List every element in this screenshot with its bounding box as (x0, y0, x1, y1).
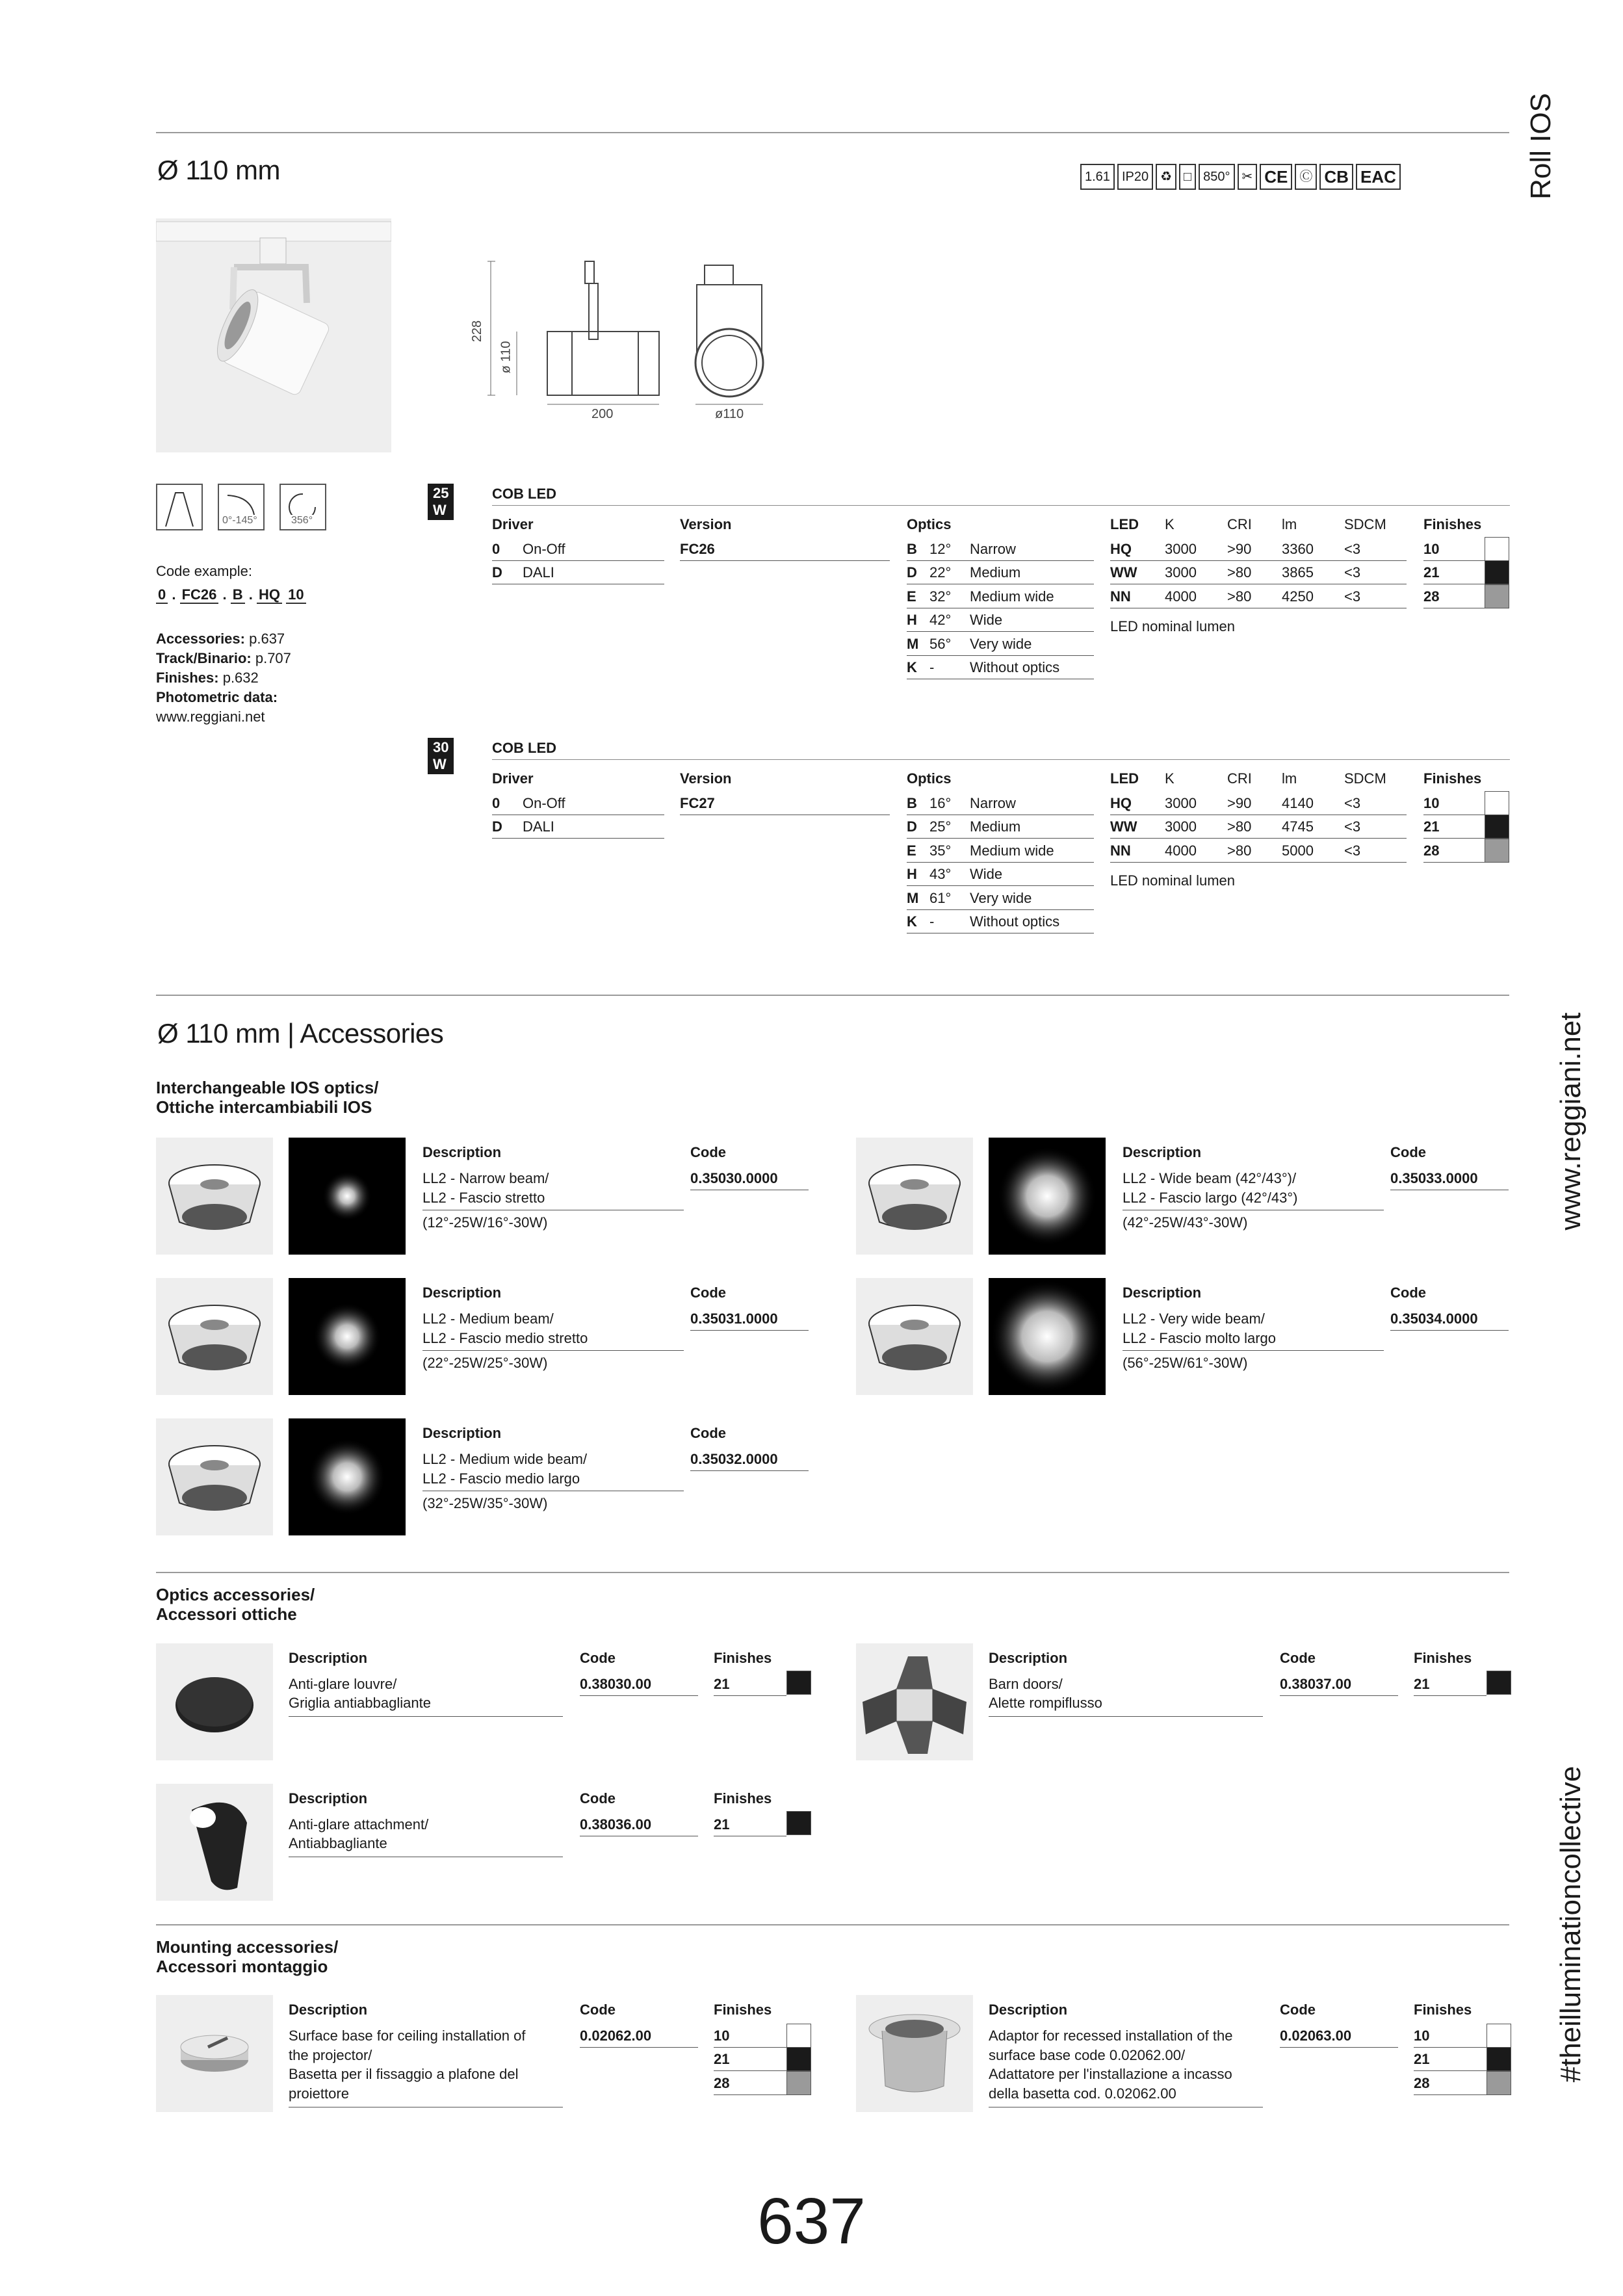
led-k: 4000 (1165, 588, 1197, 605)
optic-desc-line2: LL2 - Fascio stretto (422, 1190, 545, 1206)
description-header: Description (422, 1425, 502, 1441)
finishes-header: Finishes (714, 1790, 772, 1807)
optic-name: Medium (970, 818, 1021, 835)
rule (492, 560, 664, 561)
cert-badge: 850° (1199, 164, 1234, 190)
optic-code: K (907, 913, 917, 930)
led-sdcm: <3 (1344, 564, 1361, 581)
cri-header: CRI (1227, 770, 1252, 787)
rule (1423, 862, 1485, 863)
optic-angles: (32°-25W/35°-30W) (422, 1495, 548, 1511)
optic-code: H (907, 612, 917, 629)
angle-icons (156, 484, 331, 536)
ref-accessories: Accessories: p.637 (156, 631, 285, 647)
finishes-header: Finishes (1414, 2002, 1472, 2018)
finish-swatch (1487, 1671, 1511, 1695)
code-header: Code (580, 1790, 616, 1807)
rule (1390, 1330, 1509, 1331)
cert-badge: CB (1319, 164, 1353, 190)
rule (690, 1470, 809, 1471)
led-cri: >80 (1227, 842, 1252, 859)
optic-degree: 35° (929, 842, 952, 859)
cert-badge: CE (1260, 164, 1292, 190)
finish-swatch (1485, 537, 1509, 561)
optic-name: Without optics (970, 913, 1060, 930)
accessory-desc-line: Adaptor for recessed installation of the (989, 2028, 1233, 2044)
optic-name: Without optics (970, 659, 1060, 675)
rule (907, 885, 1094, 886)
side-website: www.reggiani.net (1555, 1012, 1587, 1231)
optic-name: Narrow (970, 795, 1016, 811)
optic-name: Medium wide (970, 588, 1054, 605)
led-code: NN (1110, 588, 1131, 605)
rule (680, 560, 890, 561)
rule (580, 1695, 698, 1696)
code-header: Code (1280, 1650, 1316, 1666)
driver-header: Driver (492, 770, 534, 787)
led-code: HQ (1110, 541, 1132, 557)
driver-name: On-Off (523, 541, 565, 557)
driver-header: Driver (492, 516, 534, 532)
rule (714, 2047, 786, 2048)
side-family: Roll IOS (1525, 93, 1557, 200)
finish-code: 28 (1423, 842, 1440, 859)
rule (1414, 1695, 1487, 1696)
sdcm-header: SDCM (1344, 516, 1386, 532)
cert-badge: ♻ (1156, 164, 1176, 190)
version-code: FC26 (680, 541, 715, 557)
accessory-photo (856, 1995, 973, 2112)
ref-track: Track/Binario: p.707 (156, 650, 291, 666)
rule (1414, 2094, 1487, 2095)
finish-code: 10 (1423, 541, 1440, 557)
optic-desc-line1: LL2 - Wide beam (42°/43°)/ (1123, 1170, 1297, 1186)
beam-preview (289, 1418, 406, 1535)
rule (422, 1350, 684, 1351)
optic-degree: 43° (929, 866, 952, 883)
rule (714, 1695, 786, 1696)
optic-name: Wide (970, 612, 1003, 629)
led-sdcm: <3 (1344, 541, 1361, 557)
optics-header: Optics (907, 516, 952, 532)
optic-desc-line2: LL2 - Fascio molto largo (1123, 1330, 1276, 1346)
optic-desc-line1: LL2 - Medium wide beam/ (422, 1451, 588, 1467)
led-lm: 3360 (1282, 541, 1314, 557)
finish-swatch (786, 2047, 811, 2071)
page-number: 637 (757, 2185, 866, 2258)
led-code: NN (1110, 842, 1131, 859)
driver-name: DALI (523, 818, 554, 835)
optics-header: Optics (907, 770, 952, 787)
ios-optics-title: Interchangeable IOS optics/ Ottiche intercambiabili IOS (156, 1078, 379, 1117)
cert-badge: IP20 (1117, 164, 1153, 190)
led-sdcm: <3 (1344, 818, 1361, 835)
finish-swatch (1487, 2024, 1511, 2048)
led-lm: 4140 (1282, 795, 1314, 811)
optic-code: E (907, 588, 916, 605)
dim-diameter: ø 110 (499, 341, 513, 374)
description-header: Description (289, 1650, 368, 1666)
accessory-photo (156, 1995, 273, 2112)
accessory-code: 0.38030.00 (580, 1676, 652, 1692)
optic-degree: - (929, 659, 935, 675)
code-header: Code (580, 2002, 616, 2018)
dim-height: 228 (470, 320, 485, 343)
rule (1110, 838, 1407, 839)
led-lm: 3865 (1282, 564, 1314, 581)
accessory-desc-line: della basetta cod. 0.02062.00 (989, 2085, 1176, 2102)
driver-code: D (492, 564, 502, 581)
rule (492, 759, 1510, 760)
led-k: 3000 (1165, 795, 1197, 811)
optic-photo (156, 1418, 273, 1535)
optic-degree: 25° (929, 818, 952, 835)
version-header: Version (680, 770, 732, 787)
optic-code: H (907, 866, 917, 883)
optic-code: B (907, 795, 917, 811)
rule (492, 505, 1510, 506)
optic-photo (156, 1278, 273, 1395)
optic-degree: 16° (929, 795, 952, 811)
led-type: COB LED (492, 486, 556, 502)
accessory-desc-line: surface base code 0.02062.00/ (989, 2046, 1186, 2063)
led-k: 4000 (1165, 842, 1197, 859)
optic-name: Very wide (970, 635, 1032, 652)
optic-name: Medium (970, 564, 1021, 581)
code-header: Code (690, 1285, 726, 1301)
optics-accessories-title: Optics accessories/ Accessori ottiche (156, 1585, 315, 1624)
tilt-angle-label: 0°-145° (222, 515, 257, 526)
rule (580, 2047, 698, 2048)
finishes-header: Finishes (1423, 770, 1482, 787)
version-code: FC27 (680, 795, 715, 811)
led-code: WW (1110, 564, 1137, 581)
rule (289, 1716, 563, 1717)
accessory-code: 0.38037.00 (1280, 1676, 1352, 1692)
cert-badge: 1.61 (1080, 164, 1115, 190)
code-header: Code (690, 1144, 726, 1160)
led-sdcm: <3 (1344, 795, 1361, 811)
code-header: Code (1390, 1285, 1426, 1301)
led-cri: >90 (1227, 795, 1252, 811)
lm-header: lm (1282, 516, 1297, 532)
accessory-desc-line: Adattatore per l'installazione a incasso (989, 2066, 1232, 2082)
k-header: K (1165, 516, 1175, 532)
finish-swatch (1485, 584, 1509, 608)
accessory-finish: 10 (714, 2028, 730, 2044)
optic-code: 0.35030.0000 (690, 1170, 778, 1186)
code-part-optics: B (231, 586, 245, 604)
website-link[interactable]: www.reggiani.net (156, 709, 265, 725)
cri-header: CRI (1227, 516, 1252, 532)
accessory-desc-line1: Anti-glare attachment/ (289, 1816, 429, 1833)
rule (989, 1716, 1263, 1717)
rule (907, 631, 1094, 632)
cert-strip (1078, 164, 1401, 192)
code-header: Code (1390, 1144, 1426, 1160)
optic-degree: 56° (929, 635, 952, 652)
sdcm-header: SDCM (1344, 770, 1386, 787)
finishes-header: Finishes (1414, 1650, 1472, 1666)
rule (714, 2070, 786, 2071)
finishes-header: Finishes (714, 1650, 772, 1666)
driver-code: D (492, 818, 502, 835)
optic-code: 0.35034.0000 (1390, 1311, 1478, 1327)
driver-name: On-Off (523, 795, 565, 811)
accessory-desc-line: Basetta per il fissaggio a plafone del (289, 2066, 519, 2082)
optic-angles: (12°-25W/16°-30W) (422, 1214, 548, 1231)
finish-swatch (786, 2071, 811, 2095)
code-part-driver: 0 (156, 586, 168, 604)
cert-badge: Ⓒ (1295, 164, 1317, 190)
cert-badge: EAC (1356, 164, 1401, 190)
references (156, 629, 291, 727)
optic-code: D (907, 564, 917, 581)
led-k: 3000 (1165, 818, 1197, 835)
description-header: Description (1123, 1144, 1202, 1160)
optic-code: 0.35031.0000 (690, 1311, 778, 1327)
code-header: Code (690, 1425, 726, 1441)
led-header: LED (1110, 516, 1139, 532)
finishes-header: Finishes (714, 2002, 772, 2018)
optic-code: E (907, 842, 916, 859)
wattage-badge: 30 W (428, 738, 454, 774)
optic-degree: - (929, 913, 935, 930)
rule (907, 560, 1094, 561)
accessory-finish: 28 (714, 2074, 730, 2091)
led-lm: 5000 (1282, 842, 1314, 859)
rule (1110, 560, 1407, 561)
rule (492, 838, 664, 839)
optic-angles: (22°-25W/25°-30W) (422, 1355, 548, 1371)
description-header: Description (289, 2002, 368, 2018)
optic-angles: (42°-25W/43°-30W) (1123, 1214, 1248, 1231)
accessory-desc-line: the projector/ (289, 2046, 372, 2063)
cert-badge: □ (1179, 164, 1196, 190)
led-k: 3000 (1165, 564, 1197, 581)
accessory-desc-line1: Anti-glare louvre/ (289, 1676, 397, 1692)
optic-desc-line1: LL2 - Medium beam/ (422, 1311, 554, 1327)
dim-length: 200 (591, 407, 614, 421)
rule (907, 838, 1094, 839)
mounting-accessories-title: Mounting accessories/ Accessori montaggio (156, 1937, 339, 1976)
rule (907, 909, 1094, 910)
finish-code: 21 (1423, 818, 1440, 835)
finish-swatch (1485, 815, 1509, 839)
optic-degree: 32° (929, 588, 952, 605)
led-sdcm: <3 (1344, 842, 1361, 859)
led-header: LED (1110, 770, 1139, 787)
rotation-angle-label: 356° (291, 515, 313, 526)
led-cri: >90 (1227, 541, 1252, 557)
rule (907, 862, 1094, 863)
accessory-finish: 21 (1414, 2051, 1430, 2068)
code-header: Code (580, 1650, 616, 1666)
dimension-drawing (468, 254, 780, 429)
accessory-desc-line1: Barn doors/ (989, 1676, 1063, 1692)
ref-photometric: Photometric data: (156, 689, 278, 705)
beam-preview (989, 1138, 1106, 1255)
optic-desc-line2: LL2 - Fascio medio stretto (422, 1330, 588, 1346)
side-hashtag: #theilluminationcollective (1555, 1766, 1587, 2083)
beam-preview (289, 1278, 406, 1395)
finish-swatch (786, 2024, 811, 2048)
led-code: HQ (1110, 795, 1132, 811)
optic-angles: (56°-25W/61°-30W) (1123, 1355, 1248, 1371)
accessory-desc-line: Surface base for ceiling installation of (289, 2028, 526, 2044)
led-cri: >80 (1227, 588, 1252, 605)
accessory-finish: 21 (714, 1676, 730, 1692)
product-photo (156, 218, 391, 452)
accessory-finish: 28 (1414, 2074, 1430, 2091)
code-part-led: HQ (257, 586, 282, 604)
accessory-code: 0.02063.00 (1280, 2028, 1352, 2044)
led-note: LED nominal lumen (1110, 618, 1235, 635)
optic-degree: 12° (929, 541, 952, 557)
optic-code: 0.35032.0000 (690, 1451, 778, 1467)
beam-preview (289, 1138, 406, 1255)
optic-desc-line1: LL2 - Very wide beam/ (1123, 1311, 1265, 1327)
code-header: Code (1280, 2002, 1316, 2018)
rule (714, 2094, 786, 2095)
finish-swatch (1485, 791, 1509, 815)
description-header: Description (989, 1650, 1068, 1666)
description-header: Description (989, 2002, 1068, 2018)
finish-code: 21 (1423, 564, 1440, 581)
optic-code: M (907, 889, 919, 906)
driver-name: DALI (523, 564, 554, 581)
k-header: K (1165, 770, 1175, 787)
description-header: Description (1123, 1285, 1202, 1301)
optic-degree: 22° (929, 564, 952, 581)
accessory-finish: 10 (1414, 2028, 1430, 2044)
rule (1414, 2070, 1487, 2071)
accessory-finish: 21 (714, 2051, 730, 2068)
finish-swatch (1487, 2071, 1511, 2095)
optic-name: Very wide (970, 889, 1032, 906)
driver-code: 0 (492, 795, 500, 811)
finish-code: 10 (1423, 795, 1440, 811)
finish-swatch (1487, 2047, 1511, 2071)
finish-swatch (1485, 839, 1509, 863)
led-sdcm: <3 (1344, 588, 1361, 605)
code-example: 0 . FC26 . B . HQ 10 (156, 586, 306, 603)
optic-code: B (907, 541, 917, 557)
optic-desc-line1: LL2 - Narrow beam/ (422, 1170, 549, 1186)
accessory-desc-line2: Alette rompiflusso (989, 1695, 1102, 1711)
code-part-finish: 10 (286, 586, 305, 604)
accessory-finish: 21 (714, 1816, 730, 1833)
rule (907, 655, 1094, 656)
lm-header: lm (1282, 770, 1297, 787)
optic-code: D (907, 818, 917, 835)
led-cri: >80 (1227, 564, 1252, 581)
beam-preview (989, 1278, 1106, 1395)
optic-photo (856, 1278, 973, 1395)
optic-name: Narrow (970, 541, 1016, 557)
accessory-code: 0.38036.00 (580, 1816, 652, 1833)
optic-code: 0.35033.0000 (1390, 1170, 1478, 1186)
led-type: COB LED (492, 740, 556, 756)
optic-code: M (907, 635, 919, 652)
led-k: 3000 (1165, 541, 1197, 557)
dim-front: ø110 (715, 407, 744, 421)
led-lm: 4745 (1282, 818, 1314, 835)
accessory-finish: 21 (1414, 1676, 1430, 1692)
version-header: Version (680, 516, 732, 532)
optic-photo (156, 1138, 273, 1255)
ref-finishes: Finishes: p.632 (156, 670, 259, 686)
wattage-badge: 25 W (428, 484, 454, 520)
finish-swatch (786, 1671, 811, 1695)
optic-desc-line2: LL2 - Fascio largo (42°/43°) (1123, 1190, 1298, 1206)
accessory-photo (156, 1784, 273, 1901)
accessories-title: Ø 110 mm | Accessories (157, 1018, 444, 1049)
accessory-desc-line: proiettore (289, 2085, 349, 2102)
rule (1123, 1350, 1384, 1351)
cert-badge: ✂ (1238, 164, 1258, 190)
rule (1110, 862, 1407, 863)
optic-name: Medium wide (970, 842, 1054, 859)
description-header: Description (289, 1790, 368, 1807)
finish-swatch (1485, 560, 1509, 584)
rule (1280, 2047, 1398, 2048)
rule (1414, 2047, 1487, 2048)
led-code: WW (1110, 818, 1137, 835)
accessory-desc-line2: Antiabbagliante (289, 1835, 387, 1851)
description-header: Description (422, 1144, 502, 1160)
optic-photo (856, 1138, 973, 1255)
finishes-header: Finishes (1423, 516, 1482, 532)
accessory-photo (856, 1643, 973, 1760)
rule (1280, 1695, 1398, 1696)
accessory-code: 0.02062.00 (580, 2028, 652, 2044)
finish-swatch (786, 1811, 811, 1835)
optic-code: K (907, 659, 917, 675)
accessory-photo (156, 1643, 273, 1760)
code-part-version: FC26 (180, 586, 219, 604)
optic-name: Wide (970, 866, 1003, 883)
rule (1423, 560, 1485, 561)
code-example-label: Code example: (156, 563, 252, 579)
optic-degree: 42° (929, 612, 952, 629)
product-title: Ø 110 mm (157, 155, 280, 185)
driver-code: 0 (492, 541, 500, 557)
led-cri: >80 (1227, 818, 1252, 835)
description-header: Description (422, 1285, 502, 1301)
led-lm: 4250 (1282, 588, 1314, 605)
led-note: LED nominal lumen (1110, 872, 1235, 889)
optic-desc-line2: LL2 - Fascio medio largo (422, 1470, 580, 1487)
finish-code: 28 (1423, 588, 1440, 605)
accessory-desc-line2: Griglia antiabbagliante (289, 1695, 431, 1711)
rule (1423, 838, 1485, 839)
optic-degree: 61° (929, 889, 952, 906)
rule (690, 1330, 809, 1331)
